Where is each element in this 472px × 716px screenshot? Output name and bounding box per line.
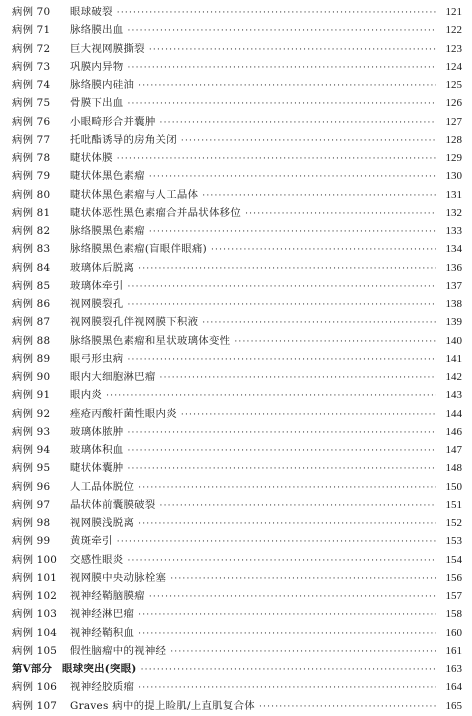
toc-entry[interactable] — [12, 131, 462, 149]
case-number: 病例 79 — [12, 170, 51, 183]
toc-entry[interactable] — [12, 624, 462, 642]
dot-leader — [117, 4, 436, 22]
dot-leader — [149, 588, 436, 606]
case-title: 假性脑瘤中的视神经 — [70, 644, 167, 657]
case-number: 病例 94 — [12, 444, 51, 456]
dot-leader — [149, 41, 436, 59]
case-title: 脉络膜出血 — [70, 24, 124, 37]
toc-entry[interactable] — [12, 697, 462, 715]
page-number: 134 — [445, 243, 462, 256]
dot-leader — [127, 59, 436, 77]
case-number: 病例 86 — [12, 298, 51, 310]
toc-entry[interactable] — [12, 94, 462, 112]
page-number: 142 — [445, 371, 462, 383]
case-number: 病例 83 — [12, 243, 51, 256]
dot-leader — [127, 22, 436, 40]
toc-entry[interactable] — [12, 678, 462, 696]
case-number: 病例 89 — [12, 352, 51, 365]
toc-entry[interactable] — [12, 259, 462, 277]
case-number: 病例 100 — [12, 553, 58, 566]
dot-leader — [138, 77, 436, 95]
case-number: 病例 84 — [12, 261, 51, 274]
dot-leader — [149, 223, 436, 241]
section-number: 第Ⅴ部分 — [12, 663, 53, 675]
case-title: 视神经鞘积血 — [70, 626, 135, 639]
case-title: 巨大视网膜撕裂 — [70, 42, 145, 55]
case-title: 视网膜裂孔 — [70, 298, 124, 310]
case-title: 玻璃体后脱离 — [70, 261, 135, 274]
toc-entry[interactable] — [12, 240, 462, 258]
case-title: 托吡酯诱导的房角关闭 — [70, 133, 177, 146]
page-number: 156 — [445, 571, 462, 584]
case-title: 视神经胶质瘤 — [70, 681, 135, 694]
case-number: 病例 72 — [12, 42, 51, 55]
page-number: 133 — [445, 225, 462, 237]
case-title: 交感性眼炎 — [70, 553, 124, 566]
dot-leader — [234, 333, 436, 351]
case-title: 痤疮丙酸杆菌性眼内炎 — [70, 407, 177, 420]
page-number: 161 — [445, 644, 462, 657]
case-number: 病例 87 — [12, 316, 51, 329]
page-number: 143 — [445, 389, 462, 402]
page-number: 157 — [445, 590, 462, 602]
page-number: 148 — [445, 462, 462, 475]
toc-entry[interactable] — [12, 313, 462, 331]
case-number: 病例 95 — [12, 462, 51, 475]
page-number: 126 — [445, 97, 462, 110]
case-title: 黄斑牵引 — [70, 535, 113, 548]
case-number: 病例 92 — [12, 407, 51, 420]
toc-entry[interactable] — [12, 21, 462, 39]
page-number: 121 — [445, 6, 462, 18]
case-number: 病例 82 — [12, 225, 51, 237]
page-number: 123 — [445, 42, 462, 55]
toc-entry[interactable] — [12, 423, 462, 441]
dot-leader — [138, 625, 436, 643]
case-number: 病例 80 — [12, 188, 51, 201]
case-title: 睫状体黑色素瘤 — [70, 170, 145, 183]
page-number: 163 — [445, 663, 462, 675]
dot-leader — [127, 278, 436, 296]
case-number: 病例 81 — [12, 206, 51, 219]
page-number: 137 — [445, 279, 462, 292]
case-number: 病例 88 — [12, 334, 51, 347]
toc-entry[interactable] — [12, 551, 462, 569]
case-title: 玻璃体牵引 — [70, 279, 124, 292]
dot-leader — [138, 679, 436, 697]
dot-leader — [149, 168, 436, 186]
page-number: 153 — [445, 535, 462, 548]
page-number: 141 — [445, 352, 462, 365]
case-title: 视网膜浅脱离 — [70, 517, 135, 529]
case-number: 病例 98 — [12, 517, 51, 529]
dot-leader — [181, 406, 436, 424]
page-number: 144 — [445, 407, 462, 420]
page-number: 132 — [445, 206, 462, 219]
case-number: 病例 70 — [12, 6, 51, 18]
toc-entry[interactable] — [12, 332, 462, 350]
case-title: 玻璃体积血 — [70, 444, 124, 456]
toc-entry[interactable] — [12, 76, 462, 94]
page-number: 147 — [445, 444, 462, 456]
case-number: 病例 103 — [12, 608, 58, 621]
case-number: 病例 104 — [12, 626, 58, 639]
case-number: 病例 106 — [12, 681, 58, 694]
case-number: 病例 97 — [12, 498, 51, 511]
toc-list — [12, 3, 462, 715]
page-number: 139 — [445, 316, 462, 329]
dot-leader — [259, 698, 436, 716]
case-title: 眼球破裂 — [70, 6, 113, 18]
dot-leader — [170, 643, 436, 661]
dot-leader — [160, 114, 436, 132]
page-number: 129 — [445, 152, 462, 164]
dot-leader — [127, 442, 436, 460]
case-number: 病例 75 — [12, 97, 51, 110]
case-number: 病例 107 — [12, 699, 58, 712]
case-number: 病例 101 — [12, 571, 58, 584]
dot-leader — [138, 479, 436, 497]
toc-entry[interactable] — [12, 204, 462, 222]
case-title: 晶状体前囊膜破裂 — [70, 498, 156, 511]
toc-entry[interactable] — [12, 605, 462, 623]
case-title: 眼内炎 — [70, 389, 103, 402]
dot-leader — [127, 351, 436, 369]
dot-leader — [181, 132, 436, 150]
dot-leader — [202, 314, 436, 332]
case-number: 病例 96 — [12, 480, 51, 493]
case-title: 眼弓形虫病 — [70, 352, 124, 365]
toc-entry[interactable] — [12, 222, 462, 240]
dot-leader — [127, 460, 436, 478]
case-title: 睫状体恶性黑色素瘤合并晶状体移位 — [70, 206, 242, 219]
case-title: 玻璃体脓肿 — [70, 425, 124, 438]
toc-entry[interactable] — [12, 149, 462, 167]
toc-entry[interactable] — [12, 167, 462, 185]
case-title: 睫状体黑色素瘤与人工晶体 — [70, 188, 199, 201]
case-number: 病例 93 — [12, 425, 51, 438]
toc-entry[interactable] — [12, 478, 462, 496]
dot-leader — [141, 661, 436, 679]
page-number: 164 — [445, 681, 462, 694]
dot-leader — [117, 533, 436, 551]
dot-leader — [138, 260, 436, 278]
case-number: 病例 99 — [12, 535, 51, 548]
case-number: 病例 78 — [12, 152, 51, 164]
page-number: 154 — [445, 553, 462, 566]
dot-leader — [211, 241, 436, 259]
case-number: 病例 85 — [12, 279, 51, 292]
case-number: 病例 102 — [12, 590, 58, 602]
toc-entry[interactable] — [12, 405, 462, 423]
toc-entry[interactable] — [12, 277, 462, 295]
case-number: 病例 73 — [12, 60, 51, 73]
dot-leader — [127, 95, 436, 113]
page-number: 150 — [445, 480, 462, 493]
case-title: 脉络膜黑色素瘤 — [70, 225, 145, 237]
toc-entry[interactable] — [12, 295, 462, 313]
case-number: 病例 105 — [12, 644, 58, 657]
case-title: 脉络膜黑色素瘤和星状玻璃体变性 — [70, 334, 231, 347]
page-number: 160 — [445, 626, 462, 639]
dot-leader — [138, 515, 436, 533]
page-number: 146 — [445, 425, 462, 438]
toc-entry[interactable] — [12, 186, 462, 204]
dot-leader — [127, 296, 436, 314]
page-number: 136 — [445, 261, 462, 274]
case-title: 脉络膜内硅油 — [70, 79, 135, 91]
case-number: 病例 76 — [12, 115, 51, 128]
dot-leader — [202, 187, 436, 205]
case-number: 病例 91 — [12, 389, 51, 402]
case-number: 病例 77 — [12, 133, 51, 146]
dot-leader — [160, 369, 436, 387]
case-title: 巩膜内异物 — [70, 60, 124, 73]
dot-leader — [117, 150, 436, 168]
toc-entry[interactable] — [12, 386, 462, 404]
toc-entry[interactable] — [12, 350, 462, 368]
page-number: 151 — [445, 498, 462, 511]
toc-entry[interactable] — [12, 40, 462, 58]
case-number: 病例 71 — [12, 24, 51, 37]
case-title: 睫状体囊肿 — [70, 462, 124, 475]
dot-leader — [106, 387, 436, 405]
case-title: 睫状体膜 — [70, 152, 113, 164]
page-number: 138 — [445, 298, 462, 310]
page-number: 128 — [445, 133, 462, 146]
dot-leader — [127, 552, 436, 570]
page-number: 124 — [445, 60, 462, 73]
toc-entry[interactable] — [12, 3, 462, 21]
page-number: 158 — [445, 608, 462, 621]
dot-leader — [127, 424, 436, 442]
page-number: 122 — [445, 24, 462, 37]
page-number: 130 — [445, 170, 462, 183]
toc-entry[interactable] — [12, 532, 462, 550]
dot-leader — [138, 606, 436, 624]
page-number: 125 — [445, 79, 462, 91]
toc-section-heading[interactable] — [12, 660, 462, 678]
dot-leader — [245, 205, 436, 223]
page-number: 152 — [445, 517, 462, 529]
case-number: 病例 90 — [12, 371, 51, 383]
toc-entry[interactable] — [12, 368, 462, 386]
page-number: 165 — [445, 699, 462, 712]
case-title: 视神经鞘脑膜瘤 — [70, 590, 145, 602]
case-title: 视网膜裂孔伴视网膜下积液 — [70, 316, 199, 329]
case-title: 骨膜下出血 — [70, 97, 124, 110]
toc-entry[interactable] — [12, 113, 462, 131]
dot-leader — [170, 570, 436, 588]
page-number: 131 — [445, 188, 462, 201]
toc-entry[interactable] — [12, 459, 462, 477]
toc-entry[interactable] — [12, 569, 462, 587]
dot-leader — [160, 497, 436, 515]
case-title: 视神经淋巴瘤 — [70, 608, 135, 621]
case-title: Graves 病中的提上睑肌/上直肌复合体 — [70, 699, 255, 712]
case-title: 小眼畸形合并囊肿 — [70, 115, 156, 128]
section-title: 眼球突出(突眼) — [62, 663, 137, 675]
page-number: 127 — [445, 115, 462, 128]
case-number: 病例 74 — [12, 79, 51, 91]
case-title: 脉络膜黑色素瘤(盲眼伴眼痛) — [70, 243, 207, 256]
case-title: 视网膜中央动脉栓塞 — [70, 571, 167, 584]
toc-entry[interactable] — [12, 642, 462, 660]
page-number: 140 — [445, 334, 462, 347]
toc-entry[interactable] — [12, 587, 462, 605]
toc-entry[interactable] — [12, 496, 462, 514]
toc-entry[interactable] — [12, 441, 462, 459]
case-title: 人工晶体脱位 — [70, 480, 135, 493]
case-title: 眼内大细胞淋巴瘤 — [70, 371, 156, 383]
toc-entry[interactable] — [12, 514, 462, 532]
toc-entry[interactable] — [12, 58, 462, 76]
